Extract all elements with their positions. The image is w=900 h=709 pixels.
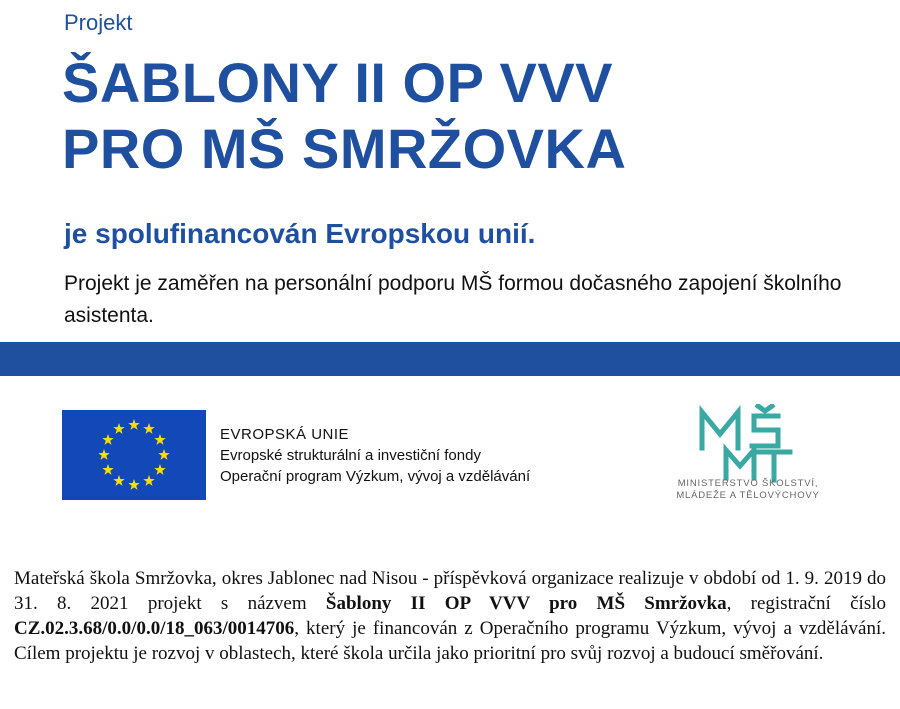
eu-star-icon bbox=[143, 475, 154, 486]
eu-star-icon bbox=[154, 464, 165, 475]
eu-logo-line-3: Operační program Výzkum, vývoj a vzdělávání bbox=[220, 468, 531, 485]
eu-logo-line-1: EVROPSKÁ UNIE bbox=[220, 426, 350, 443]
project-body-paragraph bbox=[14, 566, 886, 666]
eu-star-icon bbox=[102, 464, 113, 475]
eu-logo-line-2: Evropské strukturální a investiční fondy bbox=[220, 447, 481, 464]
project-description: Projekt je zaměřen na personální podporu MŠ formou dočasného zapojení školního asistenta. bbox=[64, 272, 842, 327]
msmt-caption-line-2: MLÁDEŽE A TĚLOVÝCHOVY bbox=[676, 490, 820, 501]
msmt-caption-line-1: MINISTERSTVO ŠKOLSTVÍ, bbox=[677, 478, 819, 489]
cofinanced-statement: je spolufinancován Evropskou unií. bbox=[64, 218, 536, 249]
eu-star-icon bbox=[128, 479, 139, 490]
eu-star-icon bbox=[143, 423, 154, 434]
eu-star-icon bbox=[154, 434, 165, 445]
eu-star-icon bbox=[102, 434, 113, 445]
blue-divider-band bbox=[0, 342, 900, 376]
body-part-1: Mateřská škola Smržovka, okres Jablonec nad Nisou - příspěvková organizace realizuje v období od 1. 9. 2019 do 31. 8. 2021 projekt s názvem bbox=[14, 568, 886, 614]
page-title bbox=[62, 50, 626, 182]
msmt-logo-caption bbox=[650, 478, 846, 502]
title-line-1: ŠABLONY II OP VVV bbox=[62, 51, 614, 114]
title-line-2: PRO MŠ SMRŽOVKA bbox=[62, 117, 627, 180]
project-label: Projekt bbox=[64, 10, 133, 35]
msmt-logo-icon bbox=[690, 404, 800, 484]
body-part-3: , který je financován z Operačního programu Výzkum, vývoj a vzdělávání. Cílem projektu je rozvoj v oblastech, které škola určila jako prioritní pro svůj rozvoj a budoucí směřování. bbox=[14, 618, 886, 664]
eu-flag-icon bbox=[62, 410, 206, 500]
body-project-name: Šablony II OP VVV pro MŠ Smržovka bbox=[325, 593, 727, 614]
body-registration-number: CZ.02.3.68/0.0/0.0/18_063/0014706 bbox=[14, 618, 295, 639]
eu-star-icon bbox=[113, 475, 124, 486]
eu-star-icon bbox=[128, 419, 139, 430]
eu-star-icon bbox=[158, 449, 169, 460]
body-part-2: , registrační číslo bbox=[726, 593, 886, 614]
eu-logo-text bbox=[220, 424, 530, 487]
eu-star-icon bbox=[98, 449, 109, 460]
eu-star-icon bbox=[113, 423, 124, 434]
